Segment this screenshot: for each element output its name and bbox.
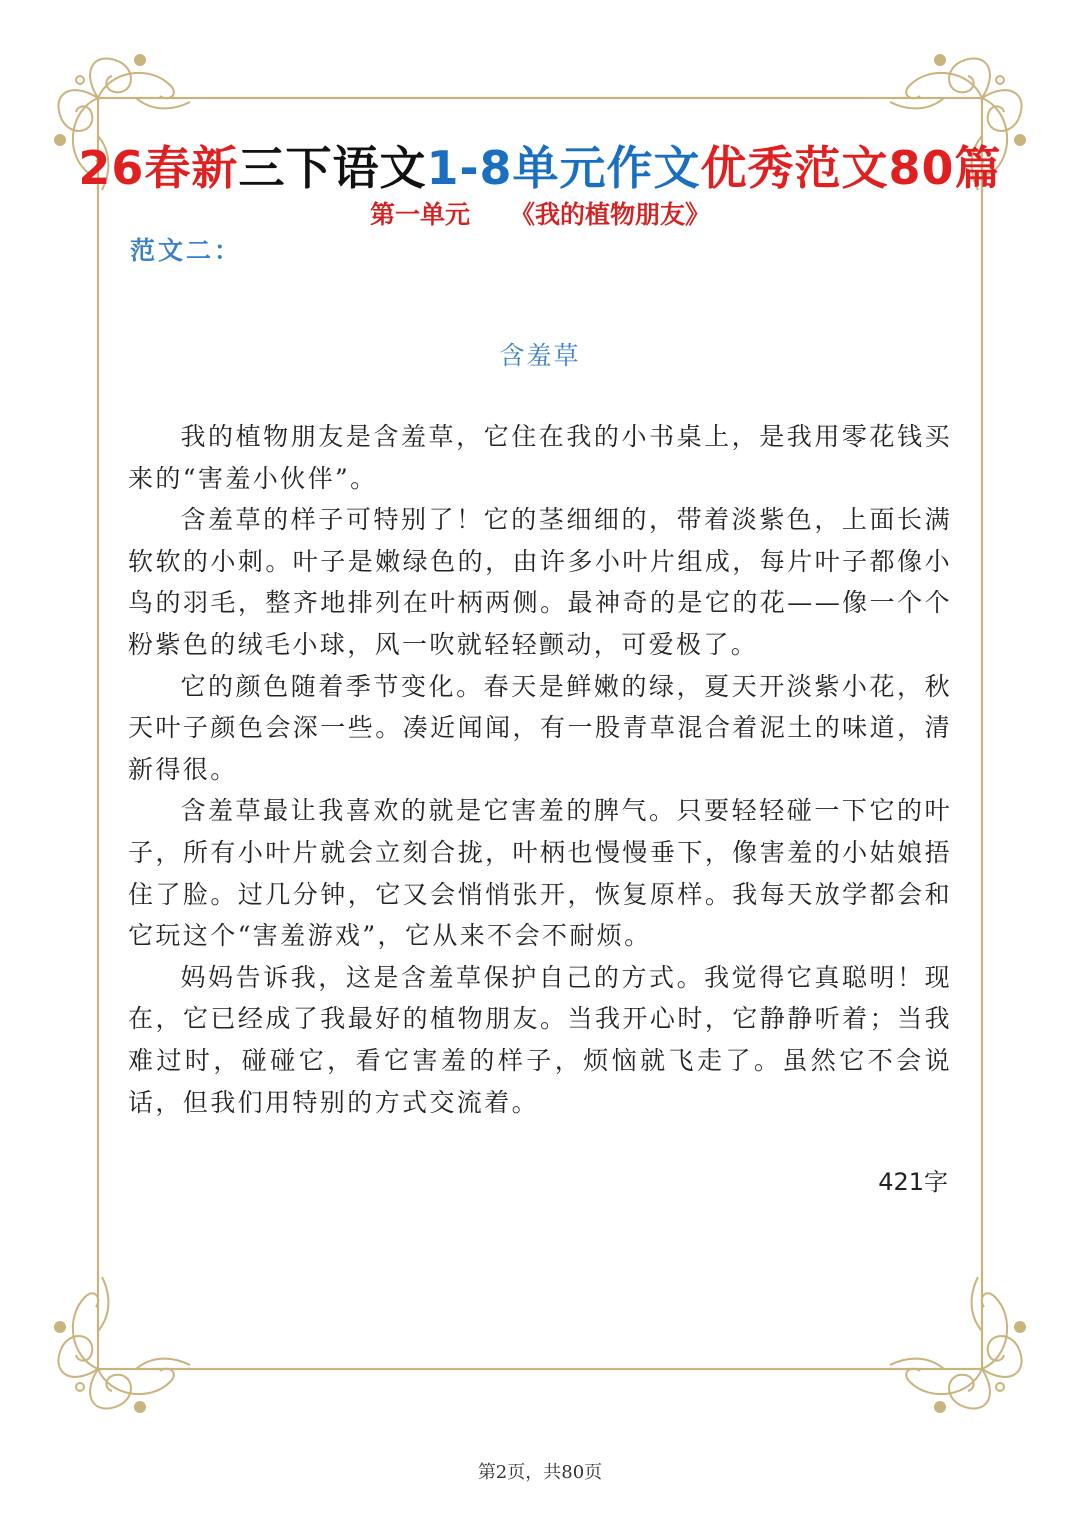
essay-paragraph: 含羞草最让我喜欢的就是它害羞的脾气。只要轻轻碰一下它的叶子，所有小叶片就会立刻合拢，叶柄也慢慢垂下，像害羞的小姑娘捂住了脸。过几分钟，它又会悄悄张开，恢复原样。我每天放学都会和它玩这个“害羞游戏”，它从来不会不耐烦。 <box>128 796 952 951</box>
unit-subtitle <box>0 195 1080 231</box>
unit-label: 第一单元 <box>369 200 470 229</box>
essay-title: 含羞草 <box>499 341 581 370</box>
title-part-3: 1-8单元作文 <box>426 141 701 195</box>
essay-paragraph: 妈妈告诉我，这是含羞草保护自己的方式。我觉得它真聪明！现在，它已经成了我最好的植物朋友。当我开心时，它静静听着；当我难过时，碰碰它，看它害羞的样子，烦恼就飞走了。虽然它不会说话，但我们用特别的方式交流着。 <box>128 962 952 1117</box>
title-part-4: 优秀范文80篇 <box>700 141 1002 195</box>
page-number: 第2页，共80页 <box>477 1462 603 1483</box>
sample-label: 范文二： <box>130 236 243 265</box>
essay-paragraph: 我的植物朋友是含羞草，它住在我的小书桌上，是我用零花钱买来的“害羞小伙伴”。 <box>128 422 952 493</box>
title-part-1: 26春新 <box>78 141 239 195</box>
topic-label: 《我的植物朋友》 <box>510 200 711 229</box>
essay-paragraph: 它的颜色随着季节变化。春天是鲜嫩的绿，夏天开淡紫小花，秋天叶子颜色会深一些。凑近闻闻，有一股青草混合着泥土的味道，清新得很。 <box>128 671 952 784</box>
essay-body <box>128 416 952 1123</box>
essay-paragraph: 含羞草的样子可特别了！它的茎细细的，带着淡紫色，上面长满软软的小刺。叶子是嫩绿色的，由许多小叶片组成，每片叶子都像小鸟的羽毛，整齐地排列在叶柄两侧。最神奇的是它的花——像一个个粉紫色的绒毛小球，风一吹就轻轻颤动，可爱极了。 <box>128 505 952 659</box>
title-part-2: 三下语文 <box>238 141 427 195</box>
document-title <box>0 132 1080 198</box>
word-count: 421字 <box>878 1168 948 1196</box>
